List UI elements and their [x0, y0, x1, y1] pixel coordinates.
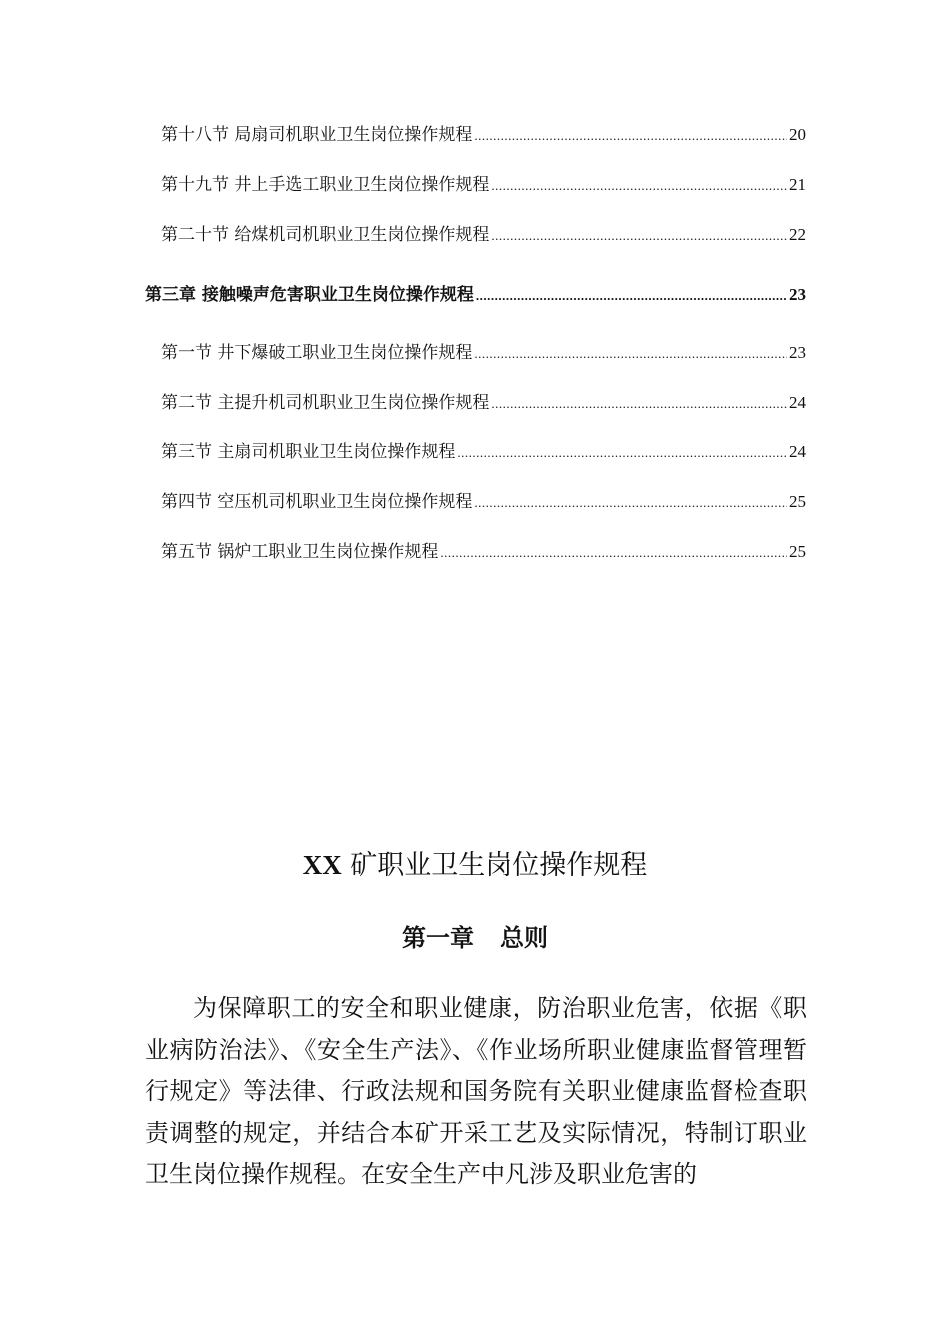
toc-entry[interactable] [161, 491, 806, 514]
chapter-number: 第一章 [402, 924, 474, 952]
toc-entry-title: 第二节 主提升机司机职业卫生岗位操作规程 [161, 393, 490, 413]
toc-entry-title: 第十九节 井上手选工职业卫生岗位操作规程 [161, 175, 490, 195]
toc-entry-page: 20 [789, 125, 806, 144]
toc-entry-page: 24 [789, 393, 806, 412]
toc-entry[interactable] [161, 541, 806, 564]
toc-entry-title: 第二十节 给煤机司机职业卫生岗位操作规程 [161, 225, 490, 245]
toc-entry-page: 21 [789, 175, 806, 194]
toc-dot-leader [440, 542, 787, 564]
toc-entry-title: 第三节 主扇司机职业卫生岗位操作规程 [161, 442, 456, 462]
toc-dot-leader [491, 175, 787, 197]
toc-entry-title: 第四节 空压机司机职业卫生岗位操作规程 [161, 492, 473, 512]
toc-dot-leader [457, 442, 787, 464]
toc-entry-page: 23 [789, 343, 806, 362]
document-title-text: 矿职业卫生岗位操作规程 [350, 850, 648, 881]
toc-entry[interactable] [161, 342, 806, 365]
toc-entry[interactable] [161, 124, 806, 147]
toc-entry-page: 24 [789, 442, 806, 461]
toc-entry-title: 第一节 井下爆破工职业卫生岗位操作规程 [161, 343, 473, 363]
document-title-prefix: XX [302, 850, 342, 880]
toc-entry-title: 第十八节 局扇司机职业卫生岗位操作规程 [161, 125, 473, 145]
toc-chapter-entry[interactable] [145, 284, 806, 307]
toc-entry-page: 25 [789, 492, 806, 511]
toc-entry-title: 第五节 锅炉工职业卫生岗位操作规程 [161, 542, 439, 562]
chapter-name: 总则 [500, 924, 548, 952]
toc-dot-leader [474, 343, 787, 365]
toc-entry[interactable] [161, 174, 806, 197]
toc-dot-leader [476, 285, 787, 307]
toc-entry[interactable] [161, 224, 806, 247]
document-title [0, 845, 950, 886]
toc-entry-page: 25 [789, 542, 806, 561]
toc-dot-leader [491, 225, 787, 247]
toc-entry-title: 第三章 接触噪声危害职业卫生岗位操作规程 [145, 285, 474, 305]
toc-dot-leader [474, 492, 787, 514]
body-paragraph: 为保障职工的安全和职业健康，防治职业危害，依据《职业病防治法》、《安全生产法》、《作业场所职业健康监督管理暂行规定》等法律、行政法规和国务院有关职业健康监督检查职责调整的规定，并结合本矿开采工艺及实际情况，特制订职业卫生岗位操作规程。在安全生产中凡涉及职业危害的 [145, 994, 807, 1188]
chapter-heading [0, 918, 950, 958]
toc-entry-page: 23 [789, 285, 806, 304]
toc-entry-page: 22 [789, 225, 806, 244]
toc-dot-leader [474, 125, 787, 147]
toc-entry[interactable] [161, 441, 806, 464]
toc-entry[interactable] [161, 392, 806, 415]
toc-dot-leader [491, 393, 787, 415]
